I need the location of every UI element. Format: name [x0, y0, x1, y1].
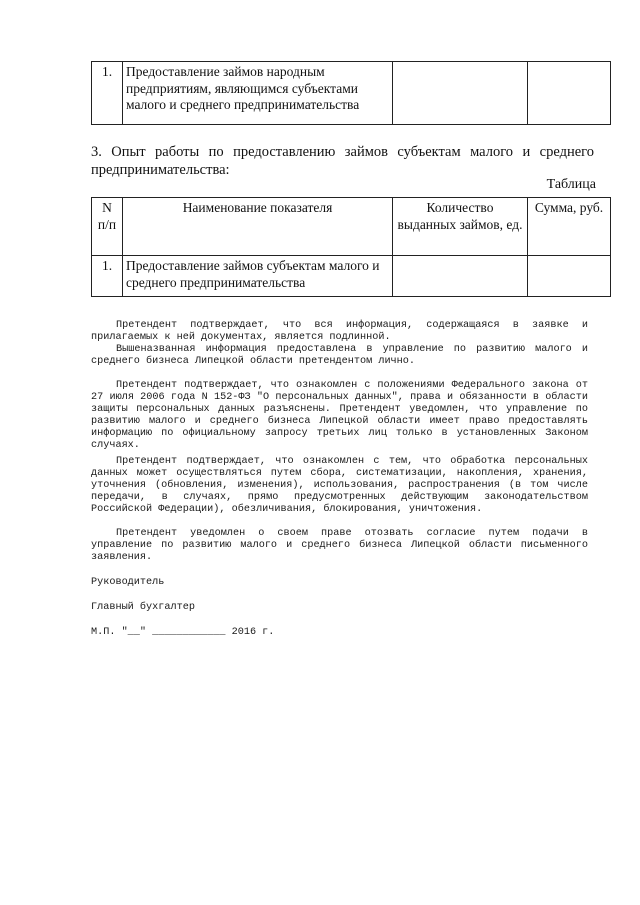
- loans-experience-table: [91, 197, 611, 297]
- table-row: [92, 62, 611, 125]
- table-caption: Таблица: [546, 177, 596, 192]
- loans-sum-cell: [528, 62, 611, 125]
- seal-date-line: [91, 627, 588, 639]
- column-header-indicator: Наименование показателя: [123, 198, 393, 256]
- row-number: 1.: [92, 62, 123, 125]
- consent-block-withdrawal: [91, 528, 588, 564]
- column-header-quantity: Количество выданных займов, ед.: [393, 198, 528, 256]
- loans-quantity-cell: [393, 256, 528, 297]
- consent-paragraph-personal-data-law: Претендент подтверждает, что ознакомлен с положениями Федерального закона от 27 июля 2006 года N 152-ФЗ "О персональных данных", права и обязанности в области защиты персональных данных разъяснены. Претендент уведомлен, что управление по развитию малого и среднего бизнеса Липецкой области имеет право предоставлять информацию по официальному запросу третьих лиц только в установленных Законом случаях.: [91, 380, 588, 452]
- consent-block-law: [91, 380, 588, 453]
- consent-paragraph-processing: Претендент подтверждает, что ознакомлен с тем, что обработка персональных данных может осуществляться путем сбора, систематизации, накопления, хранения, уточнения (обновления, изменения), использования, распространения (в том числе передачи, в случаях, прямо предусмотренных действующим законодательством Российской Федерации), обезличивания, блокирования, уничтожения.: [91, 456, 588, 516]
- seal-date-label: М.П. "__" ____________ 2016 г.: [91, 627, 275, 638]
- consent-block-authenticity: [91, 320, 588, 368]
- signature-head-line: [91, 577, 588, 589]
- consent-paragraph-authenticity: Претендент подтверждает, что вся информация, содержащаяся в заявке и прилагаемых к ней документах, является подлинной.: [91, 320, 588, 344]
- signature-accountant-line: [91, 602, 588, 614]
- consent-paragraph-provided-personally: Вышеназванная информация предоставлена в управление по развитию малого и среднего бизнеса Липецкой области претендентом лично.: [91, 344, 588, 368]
- row-number: 1.: [92, 256, 123, 297]
- consent-paragraph-withdrawal: Претендент уведомлен о своем праве отозвать согласие путем подачи в управление по развитию малого и среднего бизнеса Липецкой области письменного заявления.: [91, 528, 588, 564]
- consent-block-processing: [91, 456, 588, 516]
- table-row: [92, 256, 611, 297]
- signature-head-label: Руководитель: [91, 577, 165, 588]
- section-3-heading: 3. Опыт работы по предоставлению займов субъектам малого и среднего предпринимательства:: [91, 144, 594, 178]
- loans-people-enterprises-table: [91, 61, 611, 125]
- column-header-sum: Сумма, руб.: [528, 198, 611, 256]
- table-header-row: [92, 198, 611, 256]
- signature-accountant-label: Главный бухгалтер: [91, 602, 195, 613]
- indicator-name: Предоставление займов народным предприятиям, являющимся субъектами малого и среднего предпринимательства: [123, 62, 393, 125]
- indicator-name: Предоставление займов субъектам малого и среднего предпринимательства: [123, 256, 393, 297]
- loans-quantity-cell: [393, 62, 528, 125]
- loans-sum-cell: [528, 256, 611, 297]
- column-header-number: N п/п: [92, 198, 123, 256]
